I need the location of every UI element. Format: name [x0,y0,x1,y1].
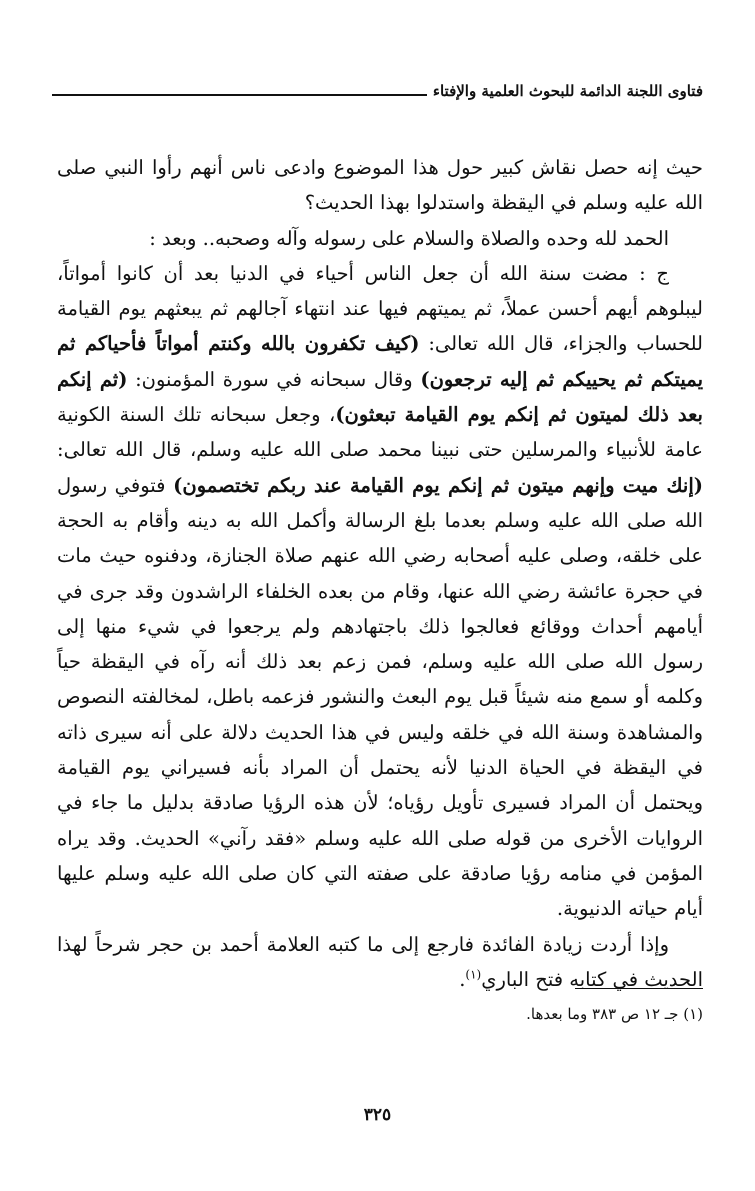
closing-paragraph [57,927,703,998]
footnote: (١) جـ ١٢ ص ٣٨٣ وما بعدها. [526,1005,703,1023]
running-header-title: فتاوى اللجنة الدائمة للبحوث العلمية والإفتاء [432,82,703,100]
quran-verse-2: (ثم إنكم بعد ذلك لميتون ثم إنكم يوم القيامة تبعثون) [57,367,703,427]
closing-period: . [459,967,466,991]
closing-text: وإذا أردت زيادة الفائدة فارجع إلى ما كتبه العلامة أحمد بن حجر شرحاً لهذا الحديث في كتابه فتح الباري [57,932,703,991]
question-paragraph: حيث إنه حصل نقاش كبير حول هذا الموضوع وادعى ناس أنهم رأوا النبي صلى الله عليه وسلم في اليقظة واستدلوا بهذا الحديث؟ [57,156,703,215]
answer-opening: الحمد لله وحده والصلاة والسلام على رسوله وآله وصحبه.. وبعد : [149,226,669,250]
header-rule [52,94,427,96]
answer-text-1: ج : مضت سنة الله أن جعل الناس أحياء في الدنيا بعد أن كانوا أمواتاً، ليبلوهم أيهم أحسن عملاً، ثم يميتهم فيها عند انتهاء آجالهم ثم يبعثهم يوم القيامة للحساب والجزاء، قال الله تعالى: [57,261,703,356]
running-header [52,76,703,100]
answer-text-2: وقال سبحانه في سورة المؤمنون: [127,367,421,391]
fatwa-body [57,150,703,997]
answer-text-4: فتوفي رسول الله صلى الله عليه وسلم بعدما بلغ الرسالة وأكمل الله به دينه وأقام به الحجة على خلقه، وصلى عليه أصحابه رضي الله عنهم صلاة الجنازة، ودفنوه حيث مات في حجرة عائشة رضي الله عنها، وقام من بعده الخلفاء الراشدون وقد جرى في أيامهم أحداث ووقائع فعالجوا ذلك باجتهادهم ولم يرجعوا في شيء منها إلى رسول الله صلى الله عليه وسلم، فمن زعم بعد ذلك أنه رآه في اليقظة حياً وكلمه أو سمع منه شيئاً قبل يوم البعث والنشور فزعمه باطل، لمخالفته النصوص والمشاهدة وسنة الله في خلقه وليس في هذا الحديث دلالة على أنه سيرى ذاته في اليقظة في الحياة الدنيا لأنه يحتمل أن المراد بأنه فسيراني يوم القيامة ويحتمل أن المراد فسيرى تأويل رؤياه؛ لأن هذه الرؤيا صادقة بدليل ما جاء في الروايات الأخرى من قوله صلى الله عليه وسلم «فقد رآني» الحديث. وقد يراه المؤمن في منامه رؤيا صادقة على صفته التي كان صلى الله عليه وسلم عليها أيام حياته الدنيوية. [57,473,703,921]
page-number: ٣٢٥ [363,1105,392,1125]
footnote-marker: (١) [465,967,482,982]
quran-verse-1: (كيف تكفرون بالله وكنتم أمواتاً فأحياكم ثم يميتكم ثم يحييكم ثم إليه ترجعون) [57,332,703,391]
quran-verse-3: (إنك ميت وإنهم ميتون ثم إنكم يوم القيامة عند ربكم تختصمون) [173,473,704,497]
answer-paragraph [57,256,703,927]
answer-text-3: ، وجعل سبحانه تلك السنة الكونية عامة للأنبياء والمرسلين حتى نبينا محمد صلى الله عليه وسلم، قال الله تعالى: [57,403,703,462]
footnote-rule [575,988,703,989]
